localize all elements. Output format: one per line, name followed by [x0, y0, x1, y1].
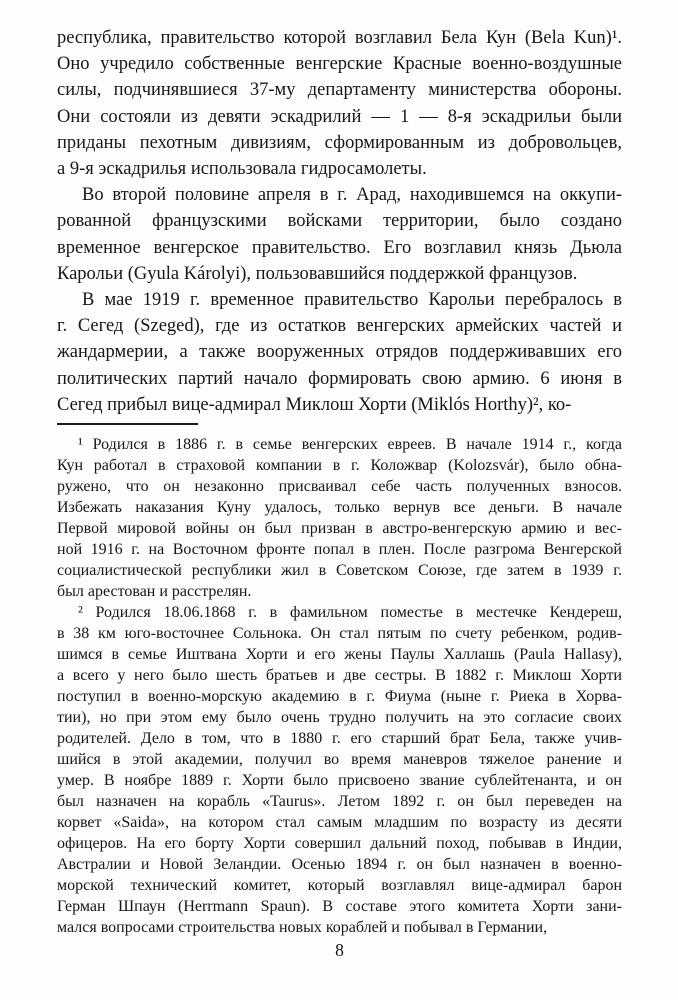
text-line: силы, подчинявшиеся 37-му департаменту министерства обороны.: [57, 80, 622, 101]
text-line: поступил в военно-морскую академию в г. Фиума (ныне г. Риека в Хорва-: [57, 688, 622, 706]
footnote: [57, 602, 622, 938]
footnote-separator-rule: [57, 423, 198, 425]
text-line: Австралии и Новой Зеландии. Осенью 1894 г. он был назначен в военно-: [57, 856, 622, 874]
text-line: шийся в этой академии, получил во время маневров тяжелое ранение и: [57, 751, 622, 769]
text-line: Первой мировой войны он был призван в австро-венгерскую армию и вес-: [57, 520, 622, 538]
text-line: В мае 1919 г. временное правительство Карольи перебралось в: [82, 290, 622, 311]
text-line: в 38 км юго-восточнее Сольнока. Он стал пятым по счету ребенком, родив-: [57, 625, 622, 643]
text-line: ружено, что он незаконно присваивал себе часть полученных взносов.: [57, 478, 622, 496]
text-line: морской технический комитет, который возглавлял вице-адмирал барон: [57, 877, 622, 895]
text-line: а 9-я эскадрилья использовала гидросамолеты.: [57, 159, 427, 180]
text-line: социалистической республики жил в Советском Союзе, где затем в 1939 г.: [57, 562, 622, 580]
text-line: ¹ Родился в 1886 г. в семье венгерских евреев. В начале 1914 г., когда: [78, 436, 622, 454]
text-line: корвет «Saida», на котором стал самым младшим по возрасту из десяти: [57, 814, 622, 832]
text-line: ной 1916 г. на Восточном фронте попал в плен. После разгрома Венгерской: [57, 541, 622, 559]
text-line: умер. В ноябре 1889 г. Хорти было присвоено звание сублейтенанта, и он: [57, 772, 622, 790]
text-line: Во второй половине апреля в г. Арад, находившемся на оккупи-: [82, 185, 622, 206]
footnote: [57, 434, 622, 602]
text-line: временное венгерское правительство. Его возглавил князь Дьюла: [57, 237, 622, 258]
text-line: шимся в семье Иштвана Хорти и его жены Паулы Халлашь (Paula Hallasy),: [57, 646, 622, 664]
text-line: Оно учредило собственные венгерские Красные военно-воздушные: [57, 54, 622, 75]
body-paragraph: [57, 182, 622, 287]
text-line: Карольи (Gyula Károlyi), пользовавшийся поддержкой французов.: [57, 263, 578, 284]
text-line: г. Сегед (Szeged), где из остатков венгерских армейских частей и: [57, 316, 622, 337]
text-line: родителей. Дело в том, что в 1880 г. его старший брат Бела, также учив-: [57, 730, 622, 748]
text-line: был назначен на корабль «Taurus». Летом 1892 г. он был переведен на: [57, 793, 622, 811]
text-line: Сегед прибыл вице-адмирал Миклош Хорти (Miklós Horthy)², ко-: [57, 394, 572, 415]
body-paragraph: [57, 25, 622, 182]
text-line: Герман Шпаун (Herrmann Spaun). В составе этого комитета Хорти зани-: [57, 898, 622, 916]
text-line: Избежать наказания Куну удалось, только вернув все деньги. В начале: [57, 499, 622, 517]
main-text-block: [57, 25, 622, 418]
text-line: Кун работал в страховой компании в г. Коложвар (Kolozsvár), было обна-: [57, 457, 622, 475]
text-line: политических партий начало формировать свою армию. 6 июня в: [57, 368, 622, 389]
footnotes-block: [57, 434, 622, 938]
text-line: республика, правительство которой возглавил Бела Кун (Bela Kun)¹.: [57, 28, 622, 48]
text-line: приданы пехотным дивизиям, сформированным из добровольцев,: [57, 132, 622, 153]
text-line: а всего у него было шесть братьев и две сестры. В 1882 г. Миклош Хорти: [57, 667, 622, 685]
page-number: 8: [335, 940, 344, 961]
text-line: жандармерии, а также вооруженных отрядов поддерживавших его: [57, 342, 622, 363]
text-line: мался вопросами строительства новых кораблей и побывал в Германии,: [57, 919, 548, 937]
text-line: был арестован и расстрелян.: [57, 583, 252, 601]
text-line: тии), но при этом ему было очень трудно получить на это согласие своих: [57, 709, 622, 727]
text-line: офицеров. На его борту Хорти совершил дальний поход, побывав в Индии,: [57, 835, 622, 853]
body-paragraph: [57, 287, 622, 418]
text-line: рованной французскими войсками территории, было создано: [57, 211, 622, 232]
text-line: Они состояли из девяти эскадрилий — 1 — 8-я эскадрильи были: [57, 106, 622, 127]
text-line: ² Родился 18.06.1868 г. в фамильном поместье в местечке Кендереш,: [78, 604, 622, 622]
